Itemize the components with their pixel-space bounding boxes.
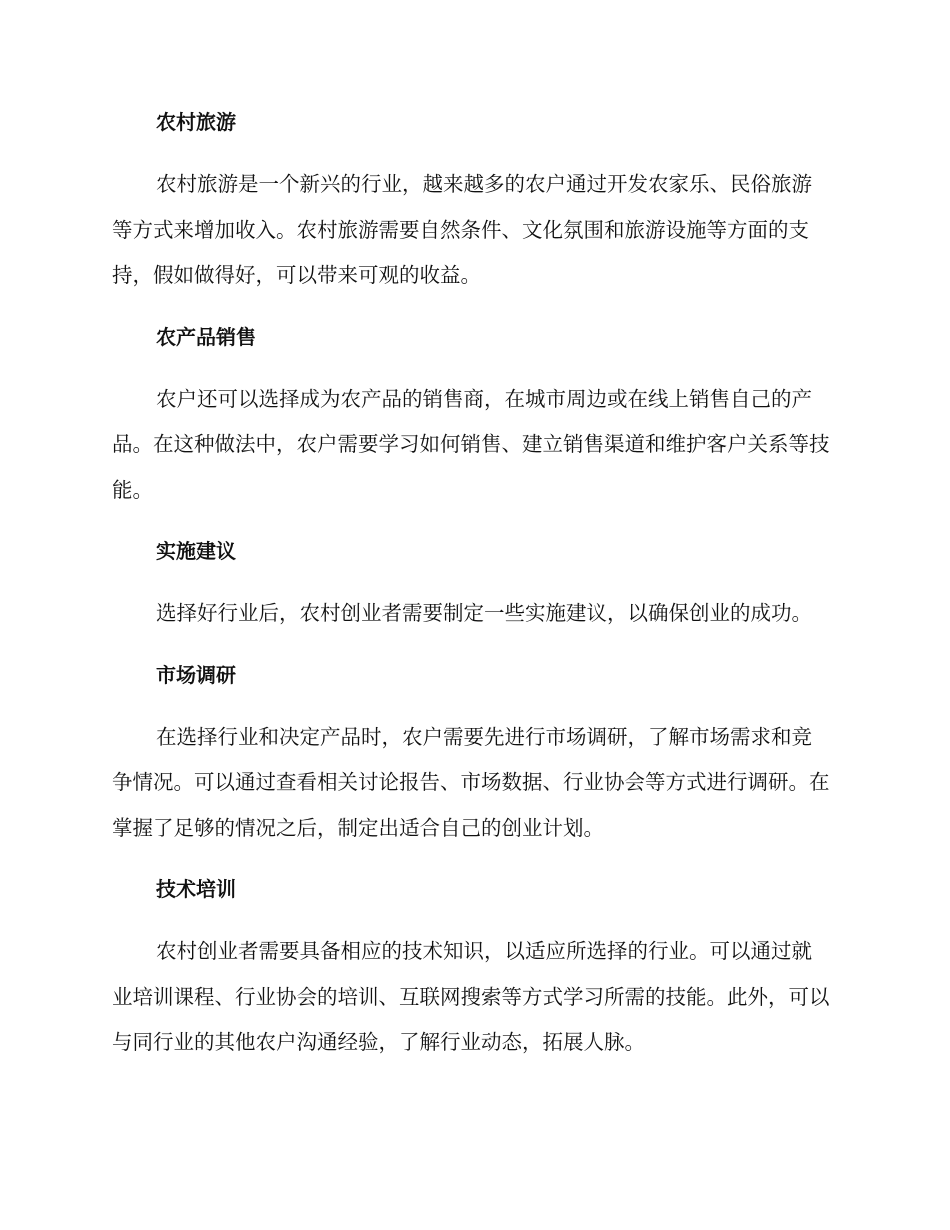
section-product-sales [112, 323, 832, 514]
section-heading: 实施建议 [156, 539, 236, 563]
section-paragraph: 在选择行业和决定产品时，农户需要先进行市场调研，了解市场需求和竞争情况。可以通过查看相关讨论报告、市场数据、行业协会等方式进行调研。在掌握了足够的情况之后，制定出适合自己的创业计划。 [112, 724, 830, 840]
section-implementation [112, 537, 832, 637]
section-heading: 农产品销售 [156, 324, 256, 349]
section-heading: 农村旅游 [156, 110, 236, 134]
section-rural-tourism [112, 108, 832, 299]
section-heading: 技术培训 [156, 877, 236, 901]
section-paragraph: 农户还可以选择成为农产品的销售商，在城市周边或在线上销售自己的产品。在这种做法中，农户需要学习如何销售、建立销售渠道和维护客户关系等技能。 [112, 386, 830, 502]
section-paragraph: 选择好行业后，农村创业者需要制定一些实施建议，以确保创业的成功。 [156, 601, 812, 625]
section-technical-training [112, 875, 832, 1066]
section-paragraph: 农村创业者需要具备相应的技术知识，以适应所选择的行业。可以通过就业培训课程、行业协会的培训、互联网搜索等方式学习所需的技能。此外，可以与同行业的其他农户沟通经验，了解行业动态，拓展人脉。 [112, 939, 830, 1054]
section-paragraph: 农村旅游是一个新兴的行业，越来越多的农户通过开发农家乐、民俗旅游等方式来增加收入。农村旅游需要自然条件、文化氛围和旅游设施等方面的支持，假如做得好，可以带来可观的收益。 [112, 172, 812, 287]
section-market-research [112, 661, 832, 852]
section-heading: 市场调研 [156, 662, 236, 687]
document-page [112, 108, 832, 1066]
